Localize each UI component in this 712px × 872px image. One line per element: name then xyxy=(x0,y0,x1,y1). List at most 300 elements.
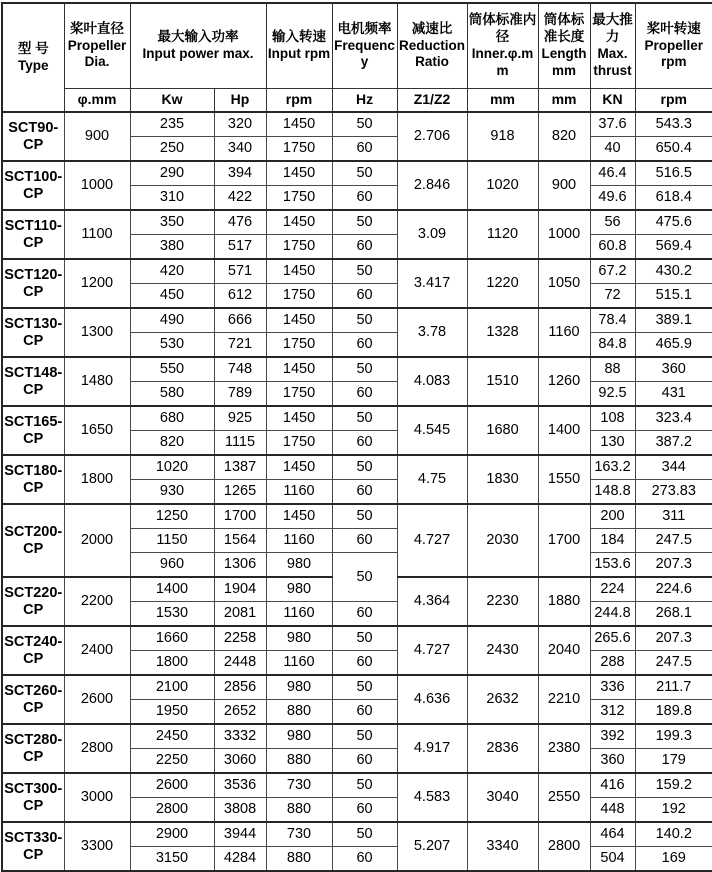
prop-rpm-cell: 311 xyxy=(635,504,712,529)
kw-cell: 380 xyxy=(130,235,214,260)
spec-row xyxy=(2,455,712,480)
model-cell: SCT180-CP xyxy=(2,455,64,504)
inner-dia-cell: 2230 xyxy=(467,577,538,626)
length-cell: 1160 xyxy=(538,308,590,357)
dia-cell: 3300 xyxy=(64,822,130,871)
thrust-cell: 360 xyxy=(590,749,635,774)
length-cell: 1700 xyxy=(538,504,590,577)
kw-cell: 3150 xyxy=(130,847,214,872)
inner-dia-cell: 918 xyxy=(467,112,538,161)
model-cell: SCT165-CP xyxy=(2,406,64,455)
input-rpm-cell: 980 xyxy=(266,675,332,700)
prop-rpm-cell: 543.3 xyxy=(635,112,712,137)
spec-row xyxy=(2,822,712,847)
col-header-frequency xyxy=(332,3,397,89)
input-rpm-cell: 980 xyxy=(266,553,332,578)
hp-cell: 721 xyxy=(214,333,266,358)
length-cell: 2800 xyxy=(538,822,590,871)
kw-cell: 530 xyxy=(130,333,214,358)
dia-cell: 1480 xyxy=(64,357,130,406)
header-label-zh: 筒体标准长度 xyxy=(543,12,585,45)
model-cell: SCT300-CP xyxy=(2,773,64,822)
hz-cell: 50 xyxy=(332,406,397,431)
col-header-input-rpm xyxy=(266,3,332,89)
kw-cell: 1400 xyxy=(130,577,214,602)
input-rpm-cell: 980 xyxy=(266,626,332,651)
dia-cell: 1650 xyxy=(64,406,130,455)
thrust-cell: 448 xyxy=(590,798,635,823)
length-cell: 1880 xyxy=(538,577,590,626)
model-cell: SCT240-CP xyxy=(2,626,64,675)
ratio-cell: 4.364 xyxy=(397,577,467,626)
hp-cell: 340 xyxy=(214,137,266,162)
prop-rpm-cell: 569.4 xyxy=(635,235,712,260)
header-label-zh: 输入转速 xyxy=(272,29,327,45)
prop-rpm-cell: 465.9 xyxy=(635,333,712,358)
prop-rpm-cell: 430.2 xyxy=(635,259,712,284)
length-cell: 820 xyxy=(538,112,590,161)
input-rpm-cell: 980 xyxy=(266,577,332,602)
spec-row xyxy=(2,626,712,651)
header-label-en: Frequency xyxy=(334,37,395,70)
length-cell: 2550 xyxy=(538,773,590,822)
kw-cell: 350 xyxy=(130,210,214,235)
hz-cell: 60 xyxy=(332,602,397,627)
header-label-en: Input power max. xyxy=(142,46,254,61)
hp-cell: 2856 xyxy=(214,675,266,700)
dia-cell: 1000 xyxy=(64,161,130,210)
model-cell: SCT148-CP xyxy=(2,357,64,406)
unit-cell-thrust: KN xyxy=(590,89,635,113)
ratio-cell: 3.417 xyxy=(397,259,467,308)
inner-dia-cell: 2632 xyxy=(467,675,538,724)
header-label-en: Reduction Ratio xyxy=(399,37,466,70)
hp-cell: 3332 xyxy=(214,724,266,749)
hp-cell: 3536 xyxy=(214,773,266,798)
kw-cell: 1020 xyxy=(130,455,214,480)
col-header-ratio xyxy=(397,3,467,89)
model-cell: SCT330-CP xyxy=(2,822,64,871)
thrust-cell: 84.8 xyxy=(590,333,635,358)
thrust-cell: 244.8 xyxy=(590,602,635,627)
prop-rpm-cell: 344 xyxy=(635,455,712,480)
kw-cell: 490 xyxy=(130,308,214,333)
input-rpm-cell: 1450 xyxy=(266,357,332,382)
thrust-cell: 200 xyxy=(590,504,635,529)
kw-cell: 310 xyxy=(130,186,214,211)
hp-cell: 1265 xyxy=(214,480,266,505)
prop-rpm-cell: 169 xyxy=(635,847,712,872)
ratio-cell: 4.545 xyxy=(397,406,467,455)
ratio-cell: 4.636 xyxy=(397,675,467,724)
input-rpm-cell: 880 xyxy=(266,798,332,823)
hp-cell: 2448 xyxy=(214,651,266,676)
kw-cell: 2450 xyxy=(130,724,214,749)
dia-cell: 900 xyxy=(64,112,130,161)
hz-cell: 50 xyxy=(332,675,397,700)
kw-cell: 450 xyxy=(130,284,214,309)
prop-rpm-cell: 247.5 xyxy=(635,529,712,553)
hp-cell: 571 xyxy=(214,259,266,284)
hz-cell: 60 xyxy=(332,186,397,211)
header-label-zh: 减速比 xyxy=(411,20,453,36)
input-rpm-cell: 1450 xyxy=(266,161,332,186)
thrust-cell: 416 xyxy=(590,773,635,798)
input-rpm-cell: 1160 xyxy=(266,602,332,627)
input-rpm-cell: 1750 xyxy=(266,235,332,260)
thrust-cell: 288 xyxy=(590,651,635,676)
hz-cell: 50 xyxy=(332,112,397,137)
hp-cell: 3060 xyxy=(214,749,266,774)
hp-cell: 2652 xyxy=(214,700,266,725)
thrust-cell: 92.5 xyxy=(590,382,635,407)
kw-cell: 930 xyxy=(130,480,214,505)
thrust-cell: 56 xyxy=(590,210,635,235)
header-label-zh: 桨叶转速 xyxy=(646,20,701,36)
length-cell: 2210 xyxy=(538,675,590,724)
length-cell: 1400 xyxy=(538,406,590,455)
prop-rpm-cell: 273.83 xyxy=(635,480,712,505)
hz-cell: 60 xyxy=(332,798,397,823)
kw-cell: 580 xyxy=(130,382,214,407)
prop-rpm-cell: 199.3 xyxy=(635,724,712,749)
hz-cell: 50 xyxy=(332,357,397,382)
spec-row xyxy=(2,773,712,798)
thrust-cell: 78.4 xyxy=(590,308,635,333)
ratio-cell: 3.09 xyxy=(397,210,467,259)
header-label-zh: 型 号 xyxy=(17,40,49,56)
prop-rpm-cell: 207.3 xyxy=(635,626,712,651)
inner-dia-cell: 2430 xyxy=(467,626,538,675)
prop-rpm-cell: 207.3 xyxy=(635,553,712,578)
input-rpm-cell: 880 xyxy=(266,700,332,725)
col-header-type xyxy=(2,3,64,112)
inner-dia-cell: 1510 xyxy=(467,357,538,406)
ratio-cell: 4.727 xyxy=(397,504,467,577)
input-rpm-cell: 730 xyxy=(266,822,332,847)
model-cell: SCT100-CP xyxy=(2,161,64,210)
header-label-zh: 筒体标准内径 xyxy=(468,12,537,45)
spec-row xyxy=(2,406,712,431)
prop-rpm-cell: 323.4 xyxy=(635,406,712,431)
ratio-cell: 2.846 xyxy=(397,161,467,210)
prop-rpm-cell: 268.1 xyxy=(635,602,712,627)
input-rpm-cell: 730 xyxy=(266,773,332,798)
header-row-titles xyxy=(2,3,712,89)
hp-cell: 2258 xyxy=(214,626,266,651)
input-rpm-cell: 880 xyxy=(266,847,332,872)
kw-cell: 1530 xyxy=(130,602,214,627)
dia-cell: 2400 xyxy=(64,626,130,675)
hz-cell: 50 xyxy=(332,308,397,333)
hp-cell: 3944 xyxy=(214,822,266,847)
prop-rpm-cell: 159.2 xyxy=(635,773,712,798)
kw-cell: 1250 xyxy=(130,504,214,529)
hp-cell: 1904 xyxy=(214,577,266,602)
input-rpm-cell: 1160 xyxy=(266,651,332,676)
header-row-units xyxy=(2,89,712,113)
hz-cell: 50 xyxy=(332,504,397,529)
ratio-cell: 5.207 xyxy=(397,822,467,871)
ratio-cell: 4.083 xyxy=(397,357,467,406)
thrust-cell: 130 xyxy=(590,431,635,456)
inner-dia-cell: 2836 xyxy=(467,724,538,773)
header-label-en: Inner.φ.mm xyxy=(471,46,534,78)
hp-cell: 1115 xyxy=(214,431,266,456)
spec-row xyxy=(2,112,712,137)
kw-cell: 2900 xyxy=(130,822,214,847)
spec-row xyxy=(2,161,712,186)
hz-cell: 60 xyxy=(332,137,397,162)
hp-cell: 925 xyxy=(214,406,266,431)
col-header-power xyxy=(130,3,266,89)
kw-cell: 250 xyxy=(130,137,214,162)
spec-row xyxy=(2,259,712,284)
dia-cell: 2000 xyxy=(64,504,130,577)
kw-cell: 1800 xyxy=(130,651,214,676)
hp-cell: 789 xyxy=(214,382,266,407)
spec-row xyxy=(2,357,712,382)
thrust-cell: 67.2 xyxy=(590,259,635,284)
prop-rpm-cell: 389.1 xyxy=(635,308,712,333)
model-cell: SCT280-CP xyxy=(2,724,64,773)
hz-cell: 50 xyxy=(332,822,397,847)
unit-cell-frequency: Hz xyxy=(332,89,397,113)
prop-rpm-cell: 387.2 xyxy=(635,431,712,456)
model-cell: SCT130-CP xyxy=(2,308,64,357)
spec-table xyxy=(1,2,712,872)
input-rpm-cell: 1160 xyxy=(266,529,332,553)
thrust-cell: 46.4 xyxy=(590,161,635,186)
hp-cell: 1564 xyxy=(214,529,266,553)
dia-cell: 2600 xyxy=(64,675,130,724)
header-label-en: Length mm xyxy=(541,46,587,78)
dia-cell: 1300 xyxy=(64,308,130,357)
hz-cell: 50 xyxy=(332,210,397,235)
hz-cell: 50 xyxy=(332,724,397,749)
col-header-thrust xyxy=(590,3,635,89)
input-rpm-cell: 1450 xyxy=(266,455,332,480)
dia-cell: 2200 xyxy=(64,577,130,626)
hz-cell: 60 xyxy=(332,284,397,309)
input-rpm-cell: 1750 xyxy=(266,284,332,309)
hz-cell: 60 xyxy=(332,431,397,456)
spec-row xyxy=(2,308,712,333)
prop-rpm-cell: 475.6 xyxy=(635,210,712,235)
prop-rpm-cell: 192 xyxy=(635,798,712,823)
hz-cell: 60 xyxy=(332,333,397,358)
header-label-en: Max. thrust xyxy=(593,46,632,78)
thrust-cell: 464 xyxy=(590,822,635,847)
length-cell: 2380 xyxy=(538,724,590,773)
prop-rpm-cell: 360 xyxy=(635,357,712,382)
ratio-cell: 4.727 xyxy=(397,626,467,675)
hp-cell: 666 xyxy=(214,308,266,333)
length-cell: 2040 xyxy=(538,626,590,675)
prop-rpm-cell: 224.6 xyxy=(635,577,712,602)
hp-cell: 1700 xyxy=(214,504,266,529)
thrust-cell: 88 xyxy=(590,357,635,382)
model-cell: SCT220-CP xyxy=(2,577,64,626)
kw-cell: 2100 xyxy=(130,675,214,700)
dia-cell: 3000 xyxy=(64,773,130,822)
inner-dia-cell: 1220 xyxy=(467,259,538,308)
unit-cell-length: mm xyxy=(538,89,590,113)
inner-dia-cell: 3340 xyxy=(467,822,538,871)
model-cell: SCT200-CP xyxy=(2,504,64,577)
hz-cell: 60 xyxy=(332,480,397,505)
input-rpm-cell: 1450 xyxy=(266,210,332,235)
model-cell: SCT120-CP xyxy=(2,259,64,308)
prop-rpm-cell: 179 xyxy=(635,749,712,774)
hp-cell: 422 xyxy=(214,186,266,211)
col-header-dia xyxy=(64,3,130,89)
unit-cell-input-rpm: rpm xyxy=(266,89,332,113)
input-rpm-cell: 1160 xyxy=(266,480,332,505)
hp-cell: 320 xyxy=(214,112,266,137)
header-label-zh: 最大推力 xyxy=(592,12,633,45)
thrust-cell: 184 xyxy=(590,529,635,553)
hz-cell: 50 xyxy=(332,773,397,798)
hp-cell: 748 xyxy=(214,357,266,382)
kw-cell: 820 xyxy=(130,431,214,456)
thrust-cell: 49.6 xyxy=(590,186,635,211)
header-label-en: Propeller Dia. xyxy=(67,37,127,70)
kw-cell: 235 xyxy=(130,112,214,137)
kw-cell: 2800 xyxy=(130,798,214,823)
input-rpm-cell: 1750 xyxy=(266,431,332,456)
thrust-cell: 153.6 xyxy=(590,553,635,578)
hp-cell: 394 xyxy=(214,161,266,186)
prop-rpm-cell: 515.1 xyxy=(635,284,712,309)
inner-dia-cell: 1120 xyxy=(467,210,538,259)
ratio-cell: 4.917 xyxy=(397,724,467,773)
length-cell: 1000 xyxy=(538,210,590,259)
dia-cell: 1200 xyxy=(64,259,130,308)
kw-cell: 420 xyxy=(130,259,214,284)
input-rpm-cell: 1450 xyxy=(266,406,332,431)
prop-rpm-cell: 516.5 xyxy=(635,161,712,186)
input-rpm-cell: 1450 xyxy=(266,308,332,333)
thrust-cell: 312 xyxy=(590,700,635,725)
hz-cell: 60 xyxy=(332,700,397,725)
col-header-length xyxy=(538,3,590,89)
thrust-cell: 72 xyxy=(590,284,635,309)
kw-cell: 1660 xyxy=(130,626,214,651)
thrust-cell: 60.8 xyxy=(590,235,635,260)
kw-cell: 290 xyxy=(130,161,214,186)
inner-dia-cell: 1328 xyxy=(467,308,538,357)
thrust-cell: 265.6 xyxy=(590,626,635,651)
ratio-cell: 4.75 xyxy=(397,455,467,504)
thrust-cell: 504 xyxy=(590,847,635,872)
header-label-en: Input rpm xyxy=(267,46,331,61)
length-cell: 1550 xyxy=(538,455,590,504)
model-cell: SCT260-CP xyxy=(2,675,64,724)
thrust-cell: 40 xyxy=(590,137,635,162)
inner-dia-cell: 3040 xyxy=(467,773,538,822)
prop-rpm-cell: 650.4 xyxy=(635,137,712,162)
spec-row xyxy=(2,504,712,529)
thrust-cell: 37.6 xyxy=(590,112,635,137)
hz-cell: 60 xyxy=(332,847,397,872)
prop-rpm-cell: 140.2 xyxy=(635,822,712,847)
input-rpm-cell: 1750 xyxy=(266,382,332,407)
kw-cell: 2250 xyxy=(130,749,214,774)
input-rpm-cell: 1450 xyxy=(266,259,332,284)
prop-rpm-cell: 431 xyxy=(635,382,712,407)
length-cell: 900 xyxy=(538,161,590,210)
dia-cell: 1800 xyxy=(64,455,130,504)
header-label-zh: 电机频率 xyxy=(337,20,392,36)
dia-cell: 2800 xyxy=(64,724,130,773)
kw-cell: 1950 xyxy=(130,700,214,725)
input-rpm-cell: 1750 xyxy=(266,137,332,162)
thrust-cell: 108 xyxy=(590,406,635,431)
prop-rpm-cell: 618.4 xyxy=(635,186,712,211)
prop-rpm-cell: 247.5 xyxy=(635,651,712,676)
kw-cell: 1150 xyxy=(130,529,214,553)
thrust-cell: 163.2 xyxy=(590,455,635,480)
spec-row xyxy=(2,675,712,700)
kw-cell: 550 xyxy=(130,357,214,382)
hz-cell: 60 xyxy=(332,749,397,774)
length-cell: 1050 xyxy=(538,259,590,308)
inner-dia-cell: 1830 xyxy=(467,455,538,504)
hp-cell: 3808 xyxy=(214,798,266,823)
input-rpm-cell: 880 xyxy=(266,749,332,774)
header-label-en: Type xyxy=(17,57,49,73)
ratio-cell: 3.78 xyxy=(397,308,467,357)
hz-cell: 50 xyxy=(332,259,397,284)
input-rpm-cell: 1450 xyxy=(266,504,332,529)
thrust-cell: 148.8 xyxy=(590,480,635,505)
prop-rpm-cell: 189.8 xyxy=(635,700,712,725)
hz-cell: 50 xyxy=(332,455,397,480)
unit-cell-power-1: Hp xyxy=(214,89,266,113)
header-label-zh: 桨叶直径 xyxy=(70,20,124,36)
hz-cell: 50 xyxy=(332,626,397,651)
hz-cell: 60 xyxy=(332,235,397,260)
thrust-cell: 224 xyxy=(590,577,635,602)
hp-cell: 1387 xyxy=(214,455,266,480)
hz-cell: 60 xyxy=(332,651,397,676)
spec-row xyxy=(2,724,712,749)
dia-cell: 1100 xyxy=(64,210,130,259)
input-rpm-cell: 1750 xyxy=(266,186,332,211)
hz-cell: 50 xyxy=(332,553,397,602)
col-header-inner xyxy=(467,3,538,89)
header-label-en: Propeller rpm xyxy=(644,37,704,70)
unit-cell-power-0: Kw xyxy=(130,89,214,113)
inner-dia-cell: 1020 xyxy=(467,161,538,210)
kw-cell: 960 xyxy=(130,553,214,578)
hz-cell: 60 xyxy=(332,382,397,407)
header-label-zh: 最大输入功率 xyxy=(157,29,239,45)
unit-cell-ratio: Z1/Z2 xyxy=(397,89,467,113)
col-header-prop-rpm xyxy=(635,3,712,89)
length-cell: 1260 xyxy=(538,357,590,406)
ratio-cell: 2.706 xyxy=(397,112,467,161)
hz-cell: 50 xyxy=(332,161,397,186)
hp-cell: 612 xyxy=(214,284,266,309)
input-rpm-cell: 980 xyxy=(266,724,332,749)
unit-cell-inner: mm xyxy=(467,89,538,113)
inner-dia-cell: 1680 xyxy=(467,406,538,455)
thrust-cell: 392 xyxy=(590,724,635,749)
hp-cell: 517 xyxy=(214,235,266,260)
hz-cell: 60 xyxy=(332,529,397,553)
